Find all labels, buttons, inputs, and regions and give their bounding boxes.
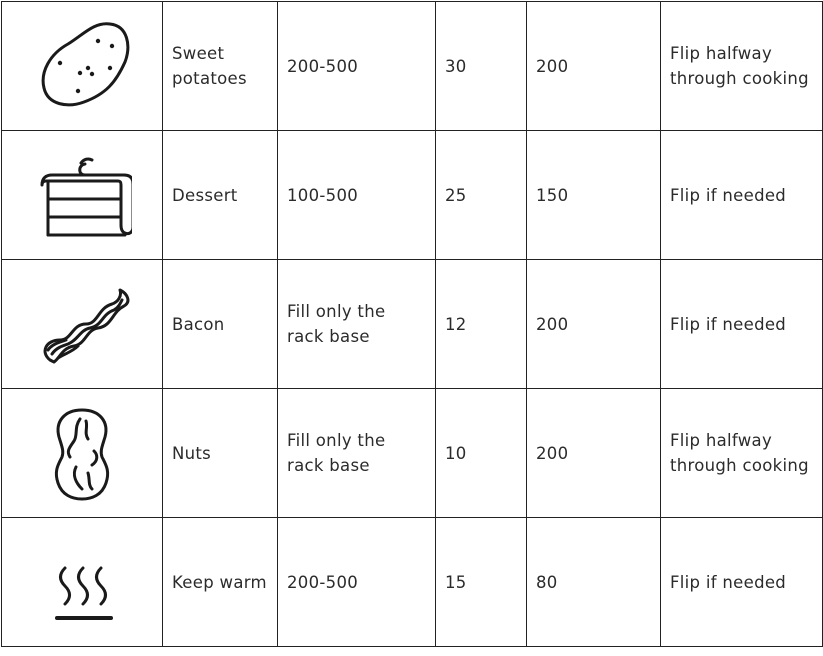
sweet-potato-icon [32,16,132,116]
table-row [2,131,823,260]
cooking-table [1,1,823,647]
quantity: Fill only the rack base [278,389,436,518]
time: 12 [436,260,527,389]
food-icon-cell [2,2,163,131]
food-icon-cell [2,131,163,260]
temperature: 150 [527,131,661,260]
temperature: 200 [527,2,661,131]
quantity: 200-500 [278,2,436,131]
temperature: 200 [527,260,661,389]
time: 30 [436,2,527,131]
quantity: Fill only the rack base [278,260,436,389]
nut-icon [32,403,132,503]
table-row [2,2,823,131]
time: 15 [436,518,527,647]
food-name: Bacon [163,260,278,389]
table-row [2,518,823,647]
temperature: 80 [527,518,661,647]
food-icon-cell [2,260,163,389]
table-row [2,389,823,518]
food-name: Dessert [163,131,278,260]
time: 25 [436,131,527,260]
note: Flip if needed [661,131,823,260]
bacon-icon [32,274,132,374]
note: Flip halfway through cooking [661,2,823,131]
food-icon-cell [2,518,163,647]
note: Flip if needed [661,518,823,647]
temperature: 200 [527,389,661,518]
note: Flip halfway through cooking [661,389,823,518]
food-name: Nuts [163,389,278,518]
note: Flip if needed [661,260,823,389]
table-row [2,260,823,389]
time: 10 [436,389,527,518]
keep-warm-icon [32,532,132,632]
quantity: 100-500 [278,131,436,260]
food-name: Keep warm [163,518,278,647]
food-name: Sweet potatoes [163,2,278,131]
food-icon-cell [2,389,163,518]
cake-icon [32,145,132,245]
quantity: 200-500 [278,518,436,647]
